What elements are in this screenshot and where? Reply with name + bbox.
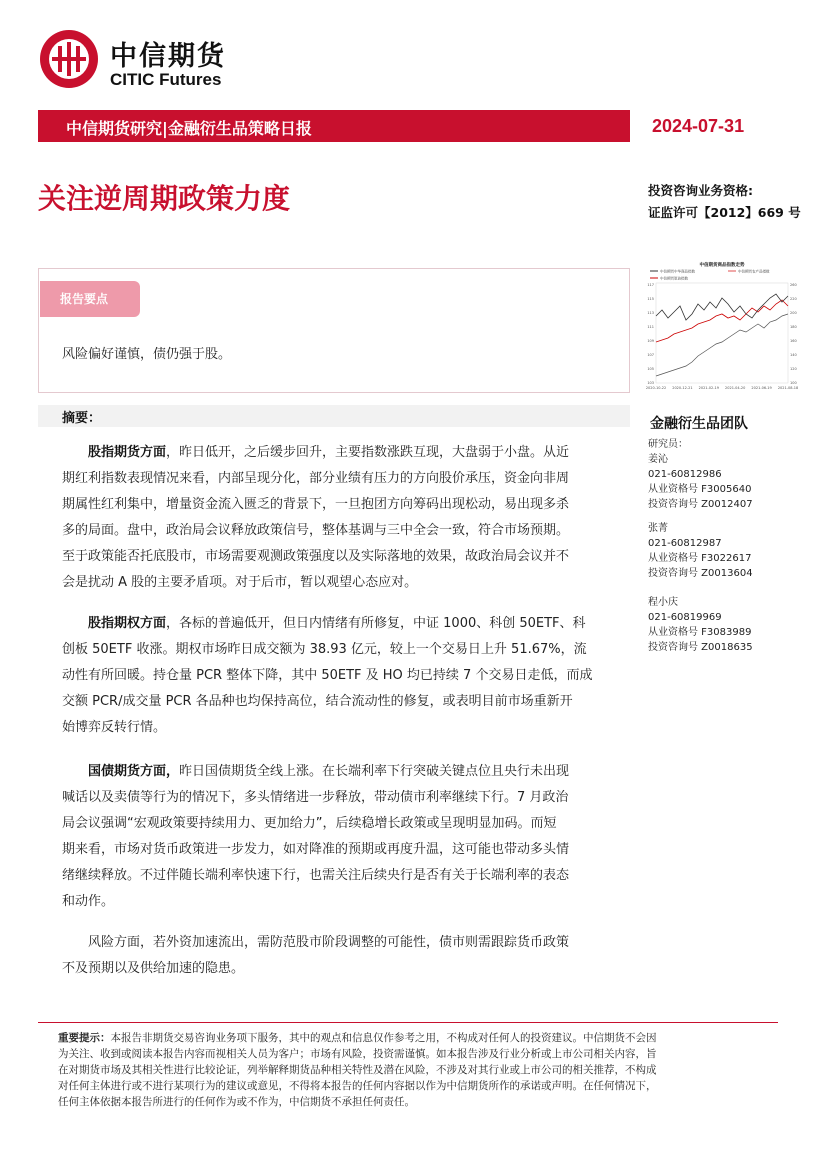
paragraph-line	[62, 759, 630, 785]
member-phone: 021-60819969	[648, 612, 722, 623]
y-tick-label: 107	[647, 353, 654, 357]
y-tick-label: 140	[790, 353, 797, 357]
series-line-red	[656, 300, 788, 342]
team-title: 金融衍生品团队	[650, 416, 748, 432]
team-role: 研究员：	[648, 439, 688, 450]
member-license: 投资咨询号 Z0012407	[648, 499, 753, 510]
disclaimer-line: 在对期货市场及其相关性进行比较论证，列举解释期货品种相关特性及潜在风险，不涉及对其行业或上市公司的相关推荐，不构成	[58, 1064, 657, 1076]
y-tick-label: 115	[647, 297, 654, 301]
paragraph-text: ，昨日低开，之后缓步回升，主要指数涨跌互现，大盘弱于小盘。从近	[166, 445, 570, 460]
series-line-darkgray	[656, 294, 788, 320]
paragraph-lead: 国债期货方面，	[88, 764, 180, 779]
y-axis-right-ticks	[790, 283, 797, 385]
citic-logo-icon	[38, 28, 100, 90]
y-tick-label: 260	[790, 283, 797, 287]
paragraph-line	[62, 440, 630, 466]
commodity-index-chart	[644, 258, 800, 398]
paragraph-lead: 股指期权方面	[88, 616, 167, 631]
paragraph-risk	[62, 930, 630, 982]
paragraph-line: 和动作。	[62, 894, 115, 909]
paragraph-line: 期红利指数表现情况来看，内部呈现分化，部分业绩有压力的方向股价承压，资金向非周	[62, 471, 570, 486]
member-license: 投资咨询号 Z0018635	[648, 642, 753, 653]
report-date: 2024-07-31	[652, 116, 745, 136]
team-member-1	[648, 437, 753, 512]
paragraph-line: 喊话以及卖债等行为的情况下，多头情绪进一步释放，带动债市利率继续下行。7 月政治	[62, 790, 569, 805]
paragraph-line: 风险方面，若外资加速流出，需防范股市阶段调整的可能性，债市则需跟踪货币政策	[88, 935, 570, 950]
logo-english-name: CITIC Futures	[110, 70, 222, 89]
y-tick-label: 113	[647, 311, 654, 315]
paragraph-line: 局会议强调“宏观政策要持续用力、更加给力”，后续稳增长政策或呈现明显加码。而短	[62, 816, 557, 831]
member-phone: 021-60812987	[648, 538, 722, 549]
x-tick-label: 2021-04-20	[725, 386, 746, 390]
paragraph-line: 创板 50ETF 收涨。期权市场昨日成交额为 38.93 亿元，较上一个交易日上升 51.67%，流	[62, 642, 587, 657]
paragraph-line: 多的局面。盘中，政治局会议释放政策信号，整体基调与三中全会一致，符合市场预期。	[62, 523, 570, 538]
report-points-summary: 风险偏好谨慎，债仍强于股。	[62, 347, 232, 362]
disclaimer-line: 对任何主体进行或不进行某项行为的建议或意见，不得将本报告的任何内容据以作为中信期货所作的承诺或声明。在任何情况下，	[58, 1080, 657, 1092]
paragraph-line: 绪继续释放。不过伴随长端利率快速下行，也需关注后续央行是否有关于长端利率的表态	[62, 868, 570, 883]
paragraph-line	[62, 611, 630, 637]
disclaimer-line	[58, 1030, 778, 1046]
paragraph-line: 至于政策能否托底股市，市场需要观测政策强度以及实际落地的效果，故政治局会议并不	[62, 549, 570, 564]
series-line-black	[656, 314, 788, 376]
chart-title: 中信期货商品指数走势	[699, 263, 745, 268]
paragraph-line: 动性有所回暖。持仓量 PCR 整体下降，其中 50ETF 及 HO 均已持续 7 个交易日走低，而成	[62, 668, 593, 683]
paragraph-text: 昨日国债期货全线上涨。在长端利率下行突破关键点位且央行未出现	[179, 764, 570, 779]
logo-chinese-name: 中信期货	[110, 41, 226, 72]
paragraph-line: 会是扰动 A 股的主要矛盾项。对于后市，暂以观望心态应对。	[62, 575, 418, 590]
x-tick-label: 2021-06-19	[751, 386, 772, 390]
member-phone: 021-60812986	[648, 469, 722, 480]
abstract-bar	[38, 405, 630, 427]
member-name: 姜沁	[648, 454, 668, 465]
member-license: 从业资格号 F3083989	[648, 627, 752, 638]
y-tick-label: 105	[647, 367, 654, 371]
paragraph-line: 交额 PCR/成交量 PCR 各品种也均保持高位，结合流动性的修复，或表明目前市场重新开	[62, 694, 573, 709]
disclaimer-label: 重要提示：	[58, 1032, 111, 1044]
y-tick-label: 100	[790, 381, 797, 385]
disclaimer-line: 为关注、收到或阅读本报告内容而视相关人员为客户；市场有风险，投资需谨慎。如本报告涉及行业分析或上市公司相关内容，旨	[58, 1048, 657, 1060]
y-tick-label: 180	[790, 325, 797, 329]
paragraph-line: 不及预期以及供给加速的隐患。	[62, 961, 245, 976]
member-license: 从业资格号 F3022617	[648, 553, 752, 564]
y-tick-label: 160	[790, 339, 797, 343]
member-license: 投资咨询号 Z0013604	[648, 568, 753, 579]
paragraph-stock-index-options	[62, 611, 630, 741]
disclaimer	[58, 1030, 778, 1110]
legend-entry: 中信期货中华商品指数	[660, 269, 695, 274]
y-tick-label: 109	[647, 339, 654, 343]
qualification-info	[648, 180, 801, 224]
y-tick-label: 111	[647, 325, 654, 329]
page-title: 关注逆周期政策力度	[38, 182, 291, 215]
paragraph-lead: 股指期货方面	[88, 445, 167, 460]
y-tick-label: 200	[790, 311, 797, 315]
legend-entry: 中信期货原油指数	[660, 276, 688, 281]
paragraph-text: ，各标的普遍低开，但日内情绪有所修复，中证 1000、科创 50ETF、科	[166, 616, 586, 631]
member-license: 从业资格号 F3005640	[648, 484, 752, 495]
team-member-2	[648, 521, 753, 581]
disclaimer-text: 本报告非期货交易咨询业务项下服务，其中的观点和信息仅作参考之用，不构成对任何人的投资建议。中信期货不会因	[110, 1032, 657, 1044]
report-series-title: 中信期货研究|金融衍生品策略日报	[66, 119, 312, 138]
legend-entry: 中信期货农产品指数	[738, 269, 770, 274]
x-tick-label: 2020-12-21	[672, 386, 693, 390]
chart-legend	[650, 269, 770, 281]
x-tick-label: 2021-08-18	[777, 386, 799, 390]
footer-divider	[38, 1022, 778, 1023]
y-tick-label: 117	[647, 283, 654, 287]
member-name: 程小庆	[648, 597, 678, 608]
disclaimer-line: 任何主体依据本报告所进行的任何作为或不作为，中信期货不承担任何责任。	[58, 1096, 415, 1108]
x-tick-label: 2021-02-19	[698, 386, 719, 390]
y-tick-label: 120	[790, 367, 797, 371]
y-tick-label: 220	[790, 297, 797, 301]
y-axis-left-ticks	[647, 283, 654, 385]
y-tick-label: 103	[647, 381, 654, 385]
team-member-3	[648, 595, 753, 655]
qualification-line: 投资咨询业务资格:	[648, 183, 753, 198]
paragraph-line: 期来看，市场对货币政策进一步发力，如对降准的预期或再度升温，这可能也带动多头情	[62, 842, 570, 857]
report-points-label: 报告要点	[60, 292, 109, 306]
qualification-line: 证监许可【2012】669 号	[648, 205, 801, 220]
member-name: 张菁	[648, 523, 668, 534]
x-tick-label: 2020-10-22	[645, 386, 667, 390]
paragraph-treasury-futures	[62, 759, 630, 915]
abstract-label: 摘要：	[62, 411, 102, 426]
paragraph-line: 期属性红利集中，增量资金流入匮乏的背景下，一旦抱团方向筹码出现松动，易出现多杀	[62, 497, 570, 512]
paragraph-stock-index-futures	[62, 440, 630, 596]
x-axis-ticks	[646, 386, 798, 390]
citic-logo	[38, 28, 268, 98]
paragraph-line: 始博弈反转行情。	[62, 720, 167, 735]
